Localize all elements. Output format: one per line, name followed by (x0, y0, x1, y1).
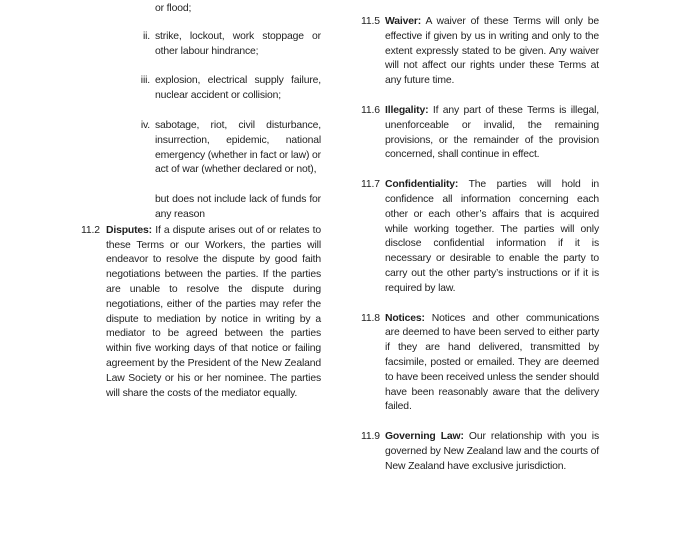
list-item-i-continuation: or flood; (155, 3, 192, 14)
clause-text (385, 104, 599, 163)
clause-number: 11.7 (361, 179, 380, 191)
left-column (81, 2, 321, 416)
clause-number: 11.9 (361, 431, 380, 443)
clause-11-5 (361, 15, 599, 89)
clause-text (385, 312, 599, 416)
clause-11-8 (361, 312, 599, 416)
clause-title: Waiver: (385, 16, 422, 27)
clause-body: If any part of these Terms is illegal, unenforceable or invalid, the remaining provisions, or the remainder of the provision concerned, shall continue in effect. (385, 104, 599, 161)
list-footer-text: but does not include lack of funds for any reason (155, 194, 321, 220)
clause-text (385, 430, 599, 474)
list-item-text: strike, lockout, work stoppage or other labour hindrance; (155, 30, 321, 57)
clause-number: 11.8 (361, 312, 380, 324)
list-item-ii (81, 30, 321, 60)
clause-text (385, 178, 599, 296)
clause-11-9 (361, 430, 599, 474)
clause-text (385, 15, 599, 89)
clause-11-7 (361, 178, 599, 296)
list-item-text: explosion, electrical supply failure, nuclear accident or collision; (155, 75, 321, 102)
clause-number: 11.2 (81, 224, 100, 236)
clause-body: A waiver of these Terms will only be effective if given by us in writing and only to the extent expressly stated to be given. Any waiver will not affect our rights under these Terms at any future time. (385, 16, 599, 87)
clause-body: If a dispute arises out of or relates to these Terms or our Workers, the parties will endeavor to resolve the dispute by good faith negotiations between the parties. If the parties are unable to resolve the dispute during negotiations, either of the parties may refer the dispute to mediation by notice in writing by a mediator to be agreed between the parties within five working days of that notice or failing agreement by the President of the New Zealand Law Society or his or her nominee. The parties will share the costs of the mediator equally. (106, 224, 321, 399)
clause-number: 11.5 (361, 16, 380, 27)
clause-body: The parties will hold in confidence all information concerning each other or each other’s affairs that is acquired while working together. The parties will only disclose confidential information if it is necessary or desirable to enable the party to carry out the other party’s instructions or if it is required by law. (385, 179, 599, 294)
list-numeral: ii. (142, 30, 150, 42)
clause-title: Disputes: (106, 224, 152, 236)
list-numeral: iii. (140, 75, 150, 87)
clause-title: Confidentiality: (385, 179, 459, 191)
clause-body: Notices and other communications are deemed to have been served to either party if they are hand delivered, transmitted by facsimile, posted or emailed. They are deemed to have been received unless the sender should have been reasonably aware that the delivery failed. (385, 312, 599, 413)
clause-number: 11.6 (361, 104, 380, 116)
list-item-text: sabotage, riot, civil disturbance, insurrection, epidemic, national emergency (whether in fact or law) or act of war (whether declared or not), (155, 119, 321, 176)
list-numeral: iv. (140, 119, 150, 131)
list-item-iv (81, 119, 321, 178)
clause-body: Our relationship with you is governed by New Zealand law and the courts of New Zealand have exclusive jurisdiction. (385, 431, 599, 472)
clause-text (106, 224, 321, 402)
list-item-iii (81, 74, 321, 104)
clause-title: Illegality: (385, 104, 429, 116)
right-column (361, 15, 599, 490)
clause-title: Governing Law: (385, 431, 464, 443)
clause-11-2 (81, 224, 321, 402)
clause-11-6 (361, 104, 599, 163)
clause-title: Notices: (385, 312, 425, 324)
